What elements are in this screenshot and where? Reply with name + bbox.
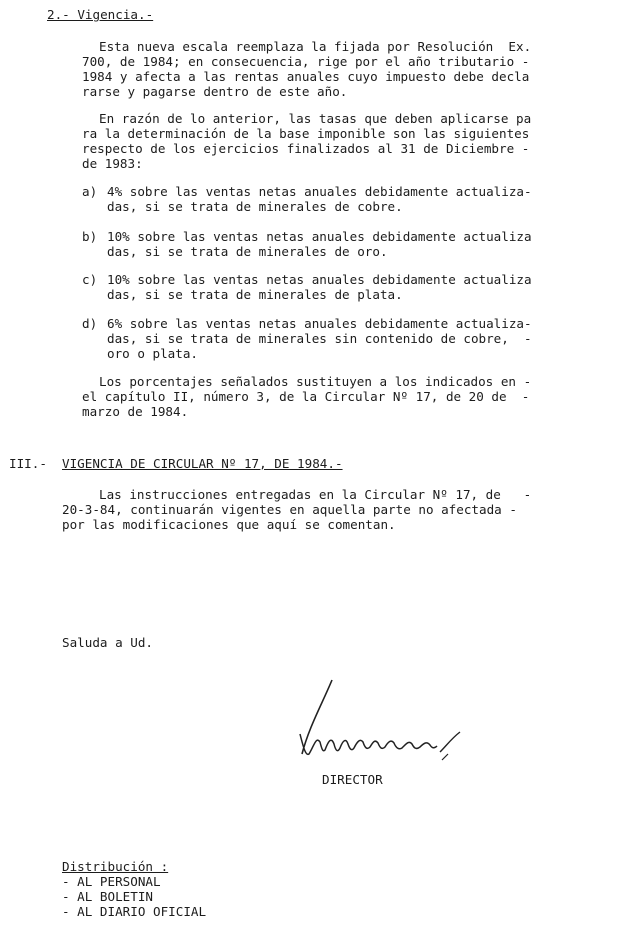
paragraph-1-line: 1984 y afecta a las rentas anuales cuyo impuesto debe decla bbox=[82, 69, 530, 84]
list-item-marker: b) bbox=[82, 229, 98, 244]
list-item-line: das, si se trata de minerales de plata. bbox=[107, 287, 403, 302]
paragraph-2-line: En razón de lo anterior, las tasas que deben aplicarse pa bbox=[99, 111, 532, 126]
list-item-line: 10% sobre las ventas netas anuales debidamente actualiza bbox=[107, 229, 532, 244]
paragraph-3-line: el capítulo II, número 3, de la Circular Nº 17, de 20 de - bbox=[82, 389, 530, 404]
list-item-marker: a) bbox=[82, 184, 98, 199]
signer-title: DIRECTOR bbox=[322, 772, 383, 787]
section-3-paragraph-line: Las instrucciones entregadas en la Circular Nº 17, de - bbox=[99, 487, 532, 502]
paragraph-3-line: marzo de 1984. bbox=[82, 404, 189, 419]
paragraph-3-line: Los porcentajes señalados sustituyen a los indicados en - bbox=[99, 374, 532, 389]
list-item-line: 4% sobre las ventas netas anuales debidamente actualiza- bbox=[107, 184, 532, 199]
list-item-line: oro o plata. bbox=[107, 346, 198, 361]
list-item-line: das, si se trata de minerales sin contenido de cobre, - bbox=[107, 331, 532, 346]
list-item-line: das, si se trata de minerales de oro. bbox=[107, 244, 388, 259]
section-2-heading: 2.- Vigencia.- bbox=[47, 7, 154, 22]
section-3-paragraph-line: por las modificaciones que aquí se comentan. bbox=[62, 517, 396, 532]
section-3-number: III.- bbox=[9, 456, 47, 471]
list-item-line: das, si se trata de minerales de cobre. bbox=[107, 199, 403, 214]
section-3-heading: VIGENCIA DE CIRCULAR Nº 17, DE 1984.- bbox=[62, 456, 343, 471]
list-item-marker: d) bbox=[82, 316, 98, 331]
paragraph-2-line: de 1983: bbox=[82, 156, 143, 171]
paragraph-2-line: respecto de los ejercicios finalizados al 31 de Diciembre - bbox=[82, 141, 530, 156]
handwritten-signature bbox=[282, 672, 482, 772]
paragraph-1-line: rarse y pagarse dentro de este año. bbox=[82, 84, 348, 99]
closing-greeting: Saluda a Ud. bbox=[62, 635, 153, 650]
section-3-paragraph-line: 20-3-84, continuarán vigentes en aquella parte no afectada - bbox=[62, 502, 517, 517]
distribution-item: - AL PERSONAL bbox=[62, 874, 161, 889]
list-item-line: 10% sobre las ventas netas anuales debidamente actualiza bbox=[107, 272, 532, 287]
paragraph-2-line: ra la determinación de la base imponible son las siguientes bbox=[82, 126, 530, 141]
list-item-line: 6% sobre las ventas netas anuales debidamente actualiza- bbox=[107, 316, 532, 331]
paragraph-1-line: Esta nueva escala reemplaza la fijada por Resolución Ex. bbox=[99, 39, 532, 54]
list-item-marker: c) bbox=[82, 272, 98, 287]
paragraph-1-line: 700, de 1984; en consecuencia, rige por el año tributario - bbox=[82, 54, 530, 69]
distribution-heading: Distribución : bbox=[62, 859, 169, 874]
distribution-item: - AL BOLETIN bbox=[62, 889, 153, 904]
distribution-item: - AL DIARIO OFICIAL bbox=[62, 904, 207, 919]
